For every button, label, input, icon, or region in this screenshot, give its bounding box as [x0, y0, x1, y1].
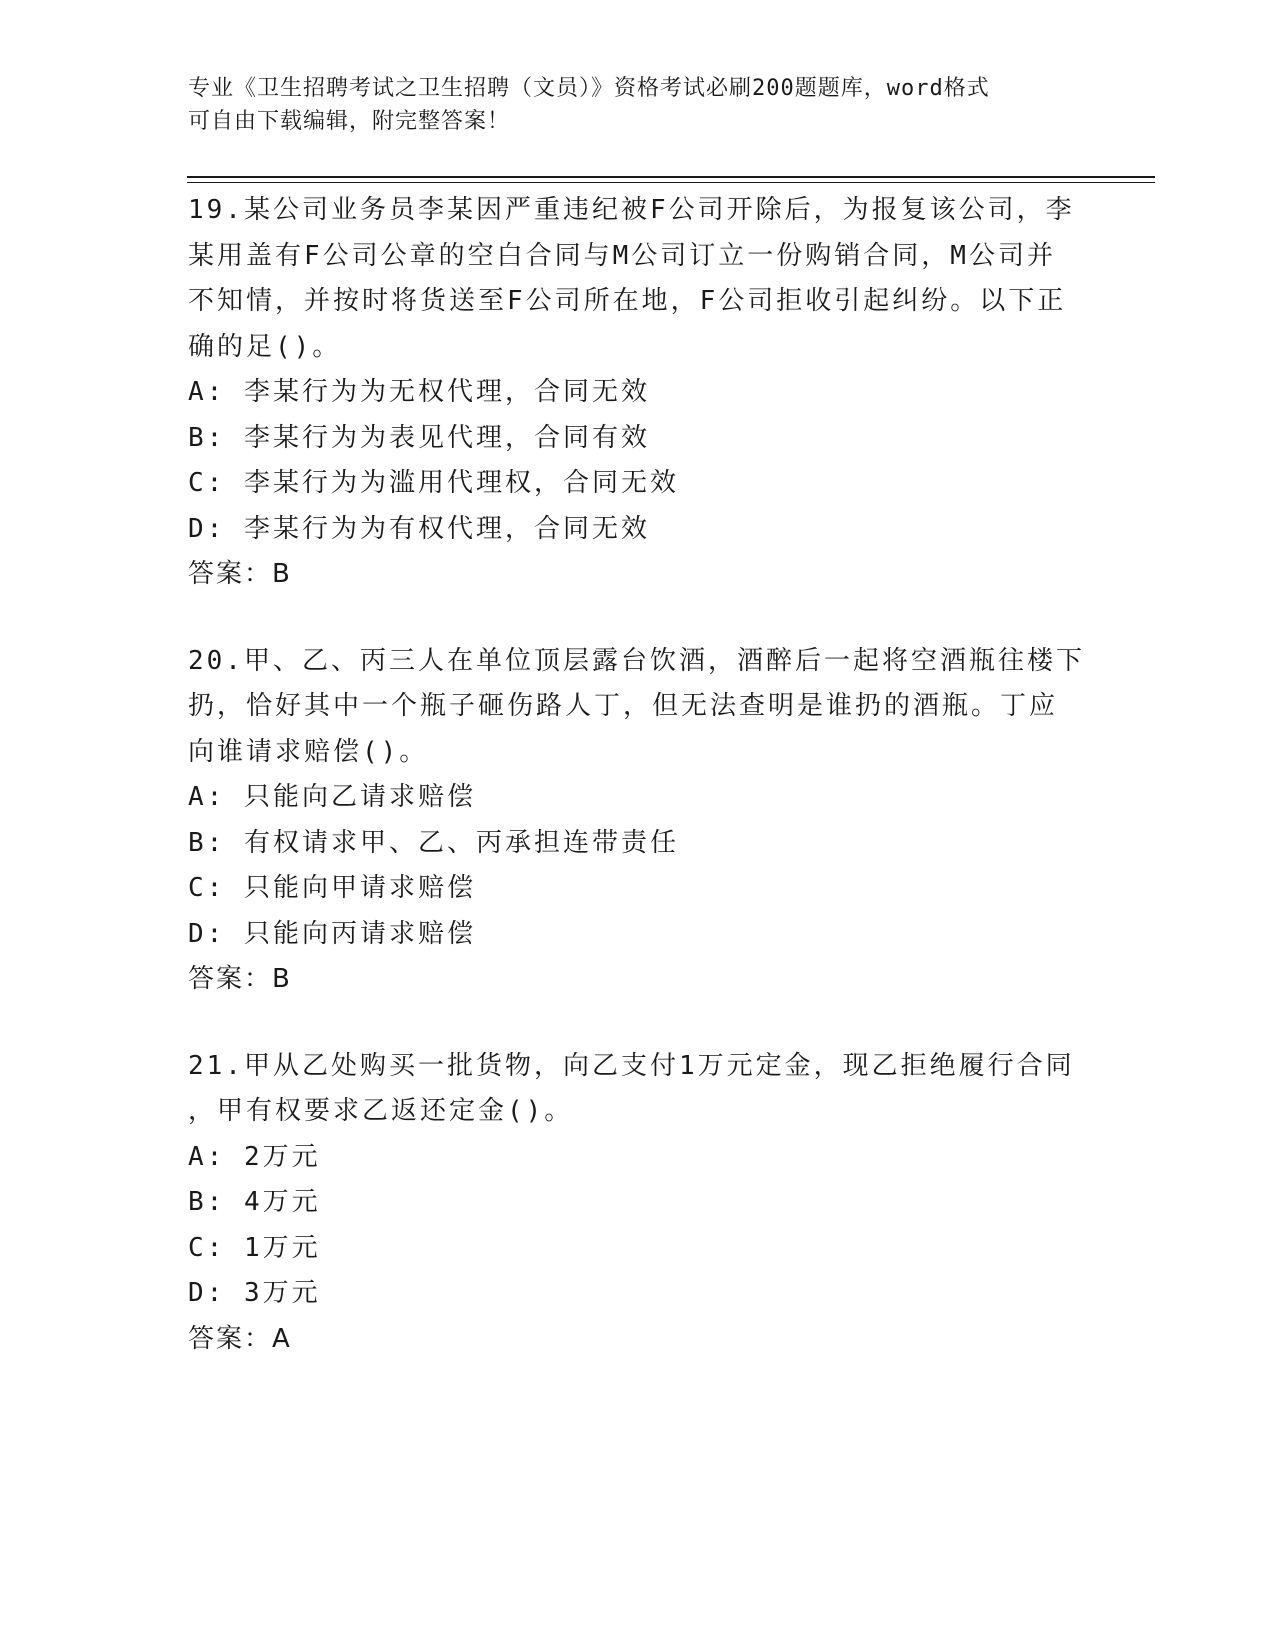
header-divider-thick — [187, 176, 1155, 178]
question-stem-line: 19.某公司业务员李某因严重违纪被F公司开除后，为报复该公司，李 — [188, 195, 1075, 225]
question-stem-line: 扔，恰好其中一个瓶子砸伤路人丁，但无法查明是谁扔的酒瓶。丁应 — [188, 691, 1059, 721]
question-stem-line: 某用盖有F公司公章的空白合同与M公司订立一份购销合同，M公司并 — [188, 240, 1056, 271]
question-19 — [188, 188, 1088, 598]
question-20 — [188, 639, 1088, 1003]
answer-line: 答案：A — [188, 1323, 292, 1354]
header-line-1: 专业《卫生招聘考试之卫生招聘（文员）》资格考试必刷200题题库，word格式 — [188, 76, 990, 101]
answer-line: 答案：B — [188, 559, 292, 589]
option-c: C: 只能向甲请求赔偿 — [188, 873, 476, 903]
option-c: C: 1万元 — [188, 1232, 321, 1263]
option-a: A: 只能向乙请求赔偿 — [188, 782, 476, 812]
question-stem-line: 21.甲从乙处购买一批货物，向乙支付1万元定金，现乙拒绝履行合同 — [188, 1050, 1075, 1081]
header-line-2: 可自由下载编辑，附完整答案！ — [188, 109, 511, 134]
question-21 — [188, 1044, 1088, 1363]
question-stem-line: ，甲有权要求乙返还定金()。 — [188, 1096, 574, 1126]
option-d: D: 3万元 — [188, 1278, 321, 1308]
option-a: A: 2万元 — [188, 1141, 321, 1172]
question-list — [188, 188, 1088, 1403]
option-d: D: 李某行为为有权代理，合同无效 — [188, 513, 650, 544]
option-c: C: 李某行为为滥用代理权，合同无效 — [188, 468, 679, 498]
option-b: B: 有权请求甲、乙、丙承担连带责任 — [188, 827, 679, 858]
option-a: A: 李某行为为无权代理，合同无效 — [188, 377, 650, 407]
document-header — [188, 72, 1088, 138]
answer-line: 答案：B — [188, 964, 292, 994]
question-stem-line: 20.甲、乙、丙三人在单位顶层露台饮酒，酒醉后一起将空酒瓶往楼下 — [188, 645, 1085, 676]
header-divider-thin — [187, 182, 1155, 183]
option-d: D: 只能向丙请求赔偿 — [188, 918, 476, 949]
option-b: B: 4万元 — [188, 1187, 321, 1217]
option-b: B: 李某行为为表见代理，合同有效 — [188, 422, 650, 453]
question-stem-line: 不知情，并按时将货送至F公司所在地，F公司拒收引起纠纷。以下正 — [188, 286, 1067, 316]
question-stem-line: 向谁请求赔偿()。 — [188, 736, 429, 767]
question-stem-line: 确的足()。 — [188, 331, 342, 362]
